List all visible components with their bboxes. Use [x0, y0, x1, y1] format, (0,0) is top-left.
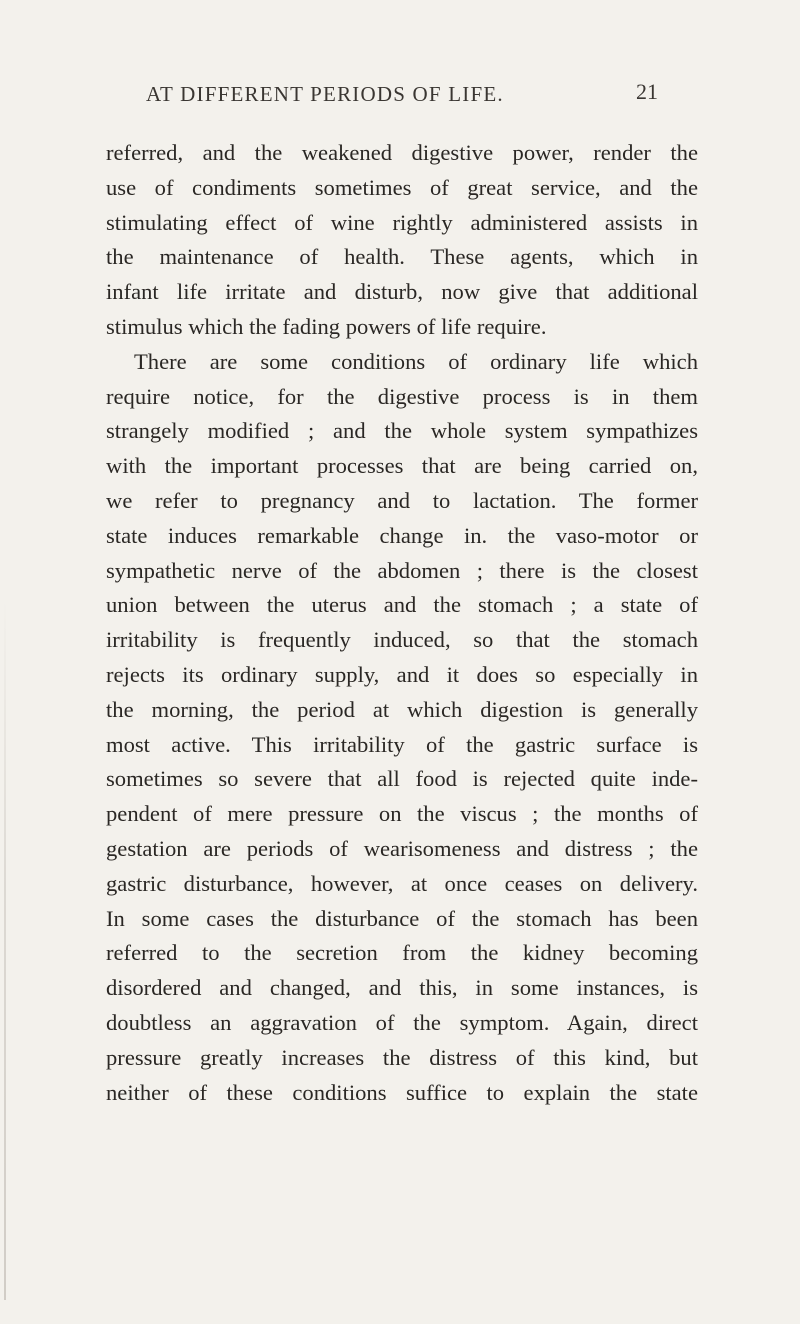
text-line: stimulus which the fading powers of life require. [106, 313, 547, 339]
text-line: strangely modified ; and the whole system sympathizes [106, 418, 698, 444]
text-line: we refer to pregnancy and to lactation. The former [106, 487, 698, 513]
text-line: pendent of mere pressure on the viscus ; the months of [106, 801, 698, 827]
text-line: There are some conditions of ordinary life which [134, 348, 698, 374]
text-line: pressure greatly increases the distress of this kind, but [106, 1044, 698, 1070]
text-line: use of condiments sometimes of great service, and the [106, 174, 698, 200]
text-line: sometimes so severe that all food is rejected quite inde- [106, 766, 698, 792]
text-line: gastric disturbance, however, at once ceases on delivery. [106, 870, 698, 896]
text-line: referred, and the weakened digestive power, render the [106, 140, 698, 165]
text-line: require notice, for the digestive process is in them [106, 383, 698, 409]
page-header [146, 79, 658, 112]
text-line: irritability is frequently induced, so that the stomach [106, 627, 698, 653]
text-line: stimulating effect of wine rightly administered assists in [106, 209, 698, 235]
page-number: 21 [636, 79, 658, 104]
text-line: rejects its ordinary supply, and it does so especially in [106, 661, 698, 687]
page-edge-shadow [4, 600, 6, 1300]
body-text [106, 136, 698, 1110]
text-line: sympathetic nerve of the abdomen ; there is the closest [106, 557, 698, 583]
text-line: with the important processes that are being carried on, [106, 453, 698, 479]
running-head: AT DIFFERENT PERIODS OF LIFE. [146, 82, 504, 106]
text-line: gestation are periods of wearisomeness and distress ; the [106, 835, 698, 861]
text-line: most active. This irritability of the gastric surface is [106, 731, 698, 757]
text-line: infant life irritate and disturb, now give that additional [106, 279, 698, 305]
text-line: referred to the secretion from the kidney becoming [106, 940, 698, 966]
text-line: In some cases the disturbance of the stomach has been [106, 905, 698, 931]
text-line: the morning, the period at which digestion is generally [106, 696, 698, 722]
text-line: neither of these conditions suffice to explain the state [106, 1079, 698, 1105]
text-line: union between the uterus and the stomach ; a state of [106, 592, 698, 618]
text-line: disordered and changed, and this, in some instances, is [106, 975, 698, 1001]
text-line: state induces remarkable change in. the vaso-motor or [106, 522, 698, 548]
text-line: doubtless an aggravation of the symptom. Again, direct [106, 1009, 698, 1035]
text-line: the maintenance of health. These agents, which in [106, 244, 698, 270]
